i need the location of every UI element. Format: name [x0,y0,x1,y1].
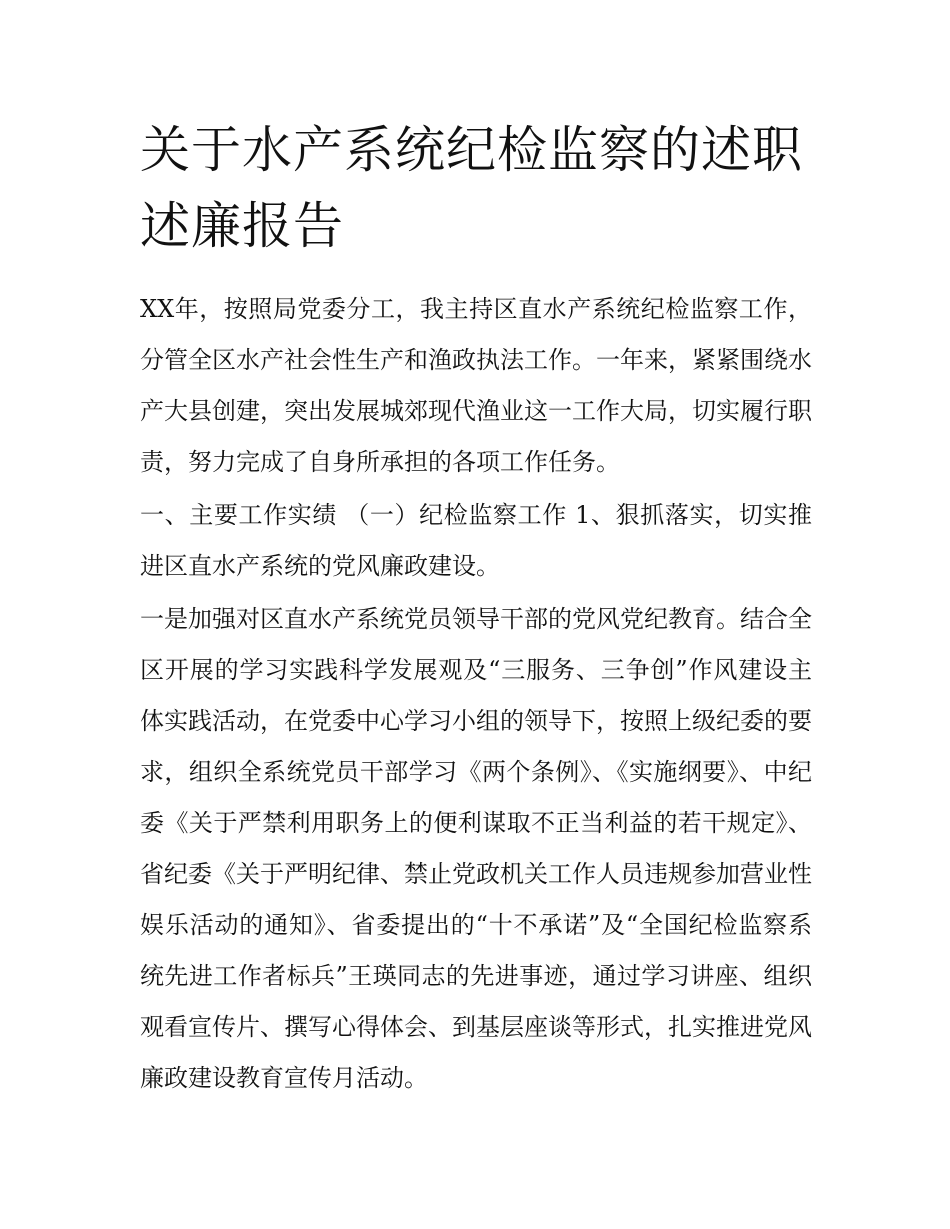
document-title: 关于水产系统纪检监察的述职述廉报告 [140,121,803,255]
paragraph-section-heading: 一、主要工作实绩 （一）纪检监察工作 1、狠抓落实，切实推进区直水产系统的党风廉政建设。 [140,501,812,580]
paragraph-intro: XX年，按照局党委分工，我主持区直水产系统纪检监察工作，分管全区水产社会性生产和渔政执法工作。一年来，紧紧围绕水产大县创建，突出发展城郊现代渔业这一工作大局，切实履行职责，努力完成了自身所承担的各项工作任务。 [140,295,812,476]
document-body [140,284,812,1104]
document-page [140,112,812,1106]
paragraph-party-education: 一是加强对区直水产系统党员领导干部的党风党纪教育。结合全区开展的学习实践科学发展观及“三服务、三争创”作风建设主体实践活动，在党委中心学习小组的领导下，按照上级纪委的要求，组织全系统党员干部学习《两个条例》、《实施纲要》、中纪委《关于严禁利用职务上的便利谋取不正当利益的若干规定》、省纪委《关于严明纪律、禁止党政机关工作人员违规参加营业性娱乐活动的通知》、省委提出的“十不承诺”及“全国纪检监察系统先进工作者标兵”王瑛同志的先进事迹，通过学习讲座、组织观看宣传片、撰写心得体会、到基层座谈等形式，扎实推进党风廉政建设教育宣传月活动。 [140,605,812,1092]
